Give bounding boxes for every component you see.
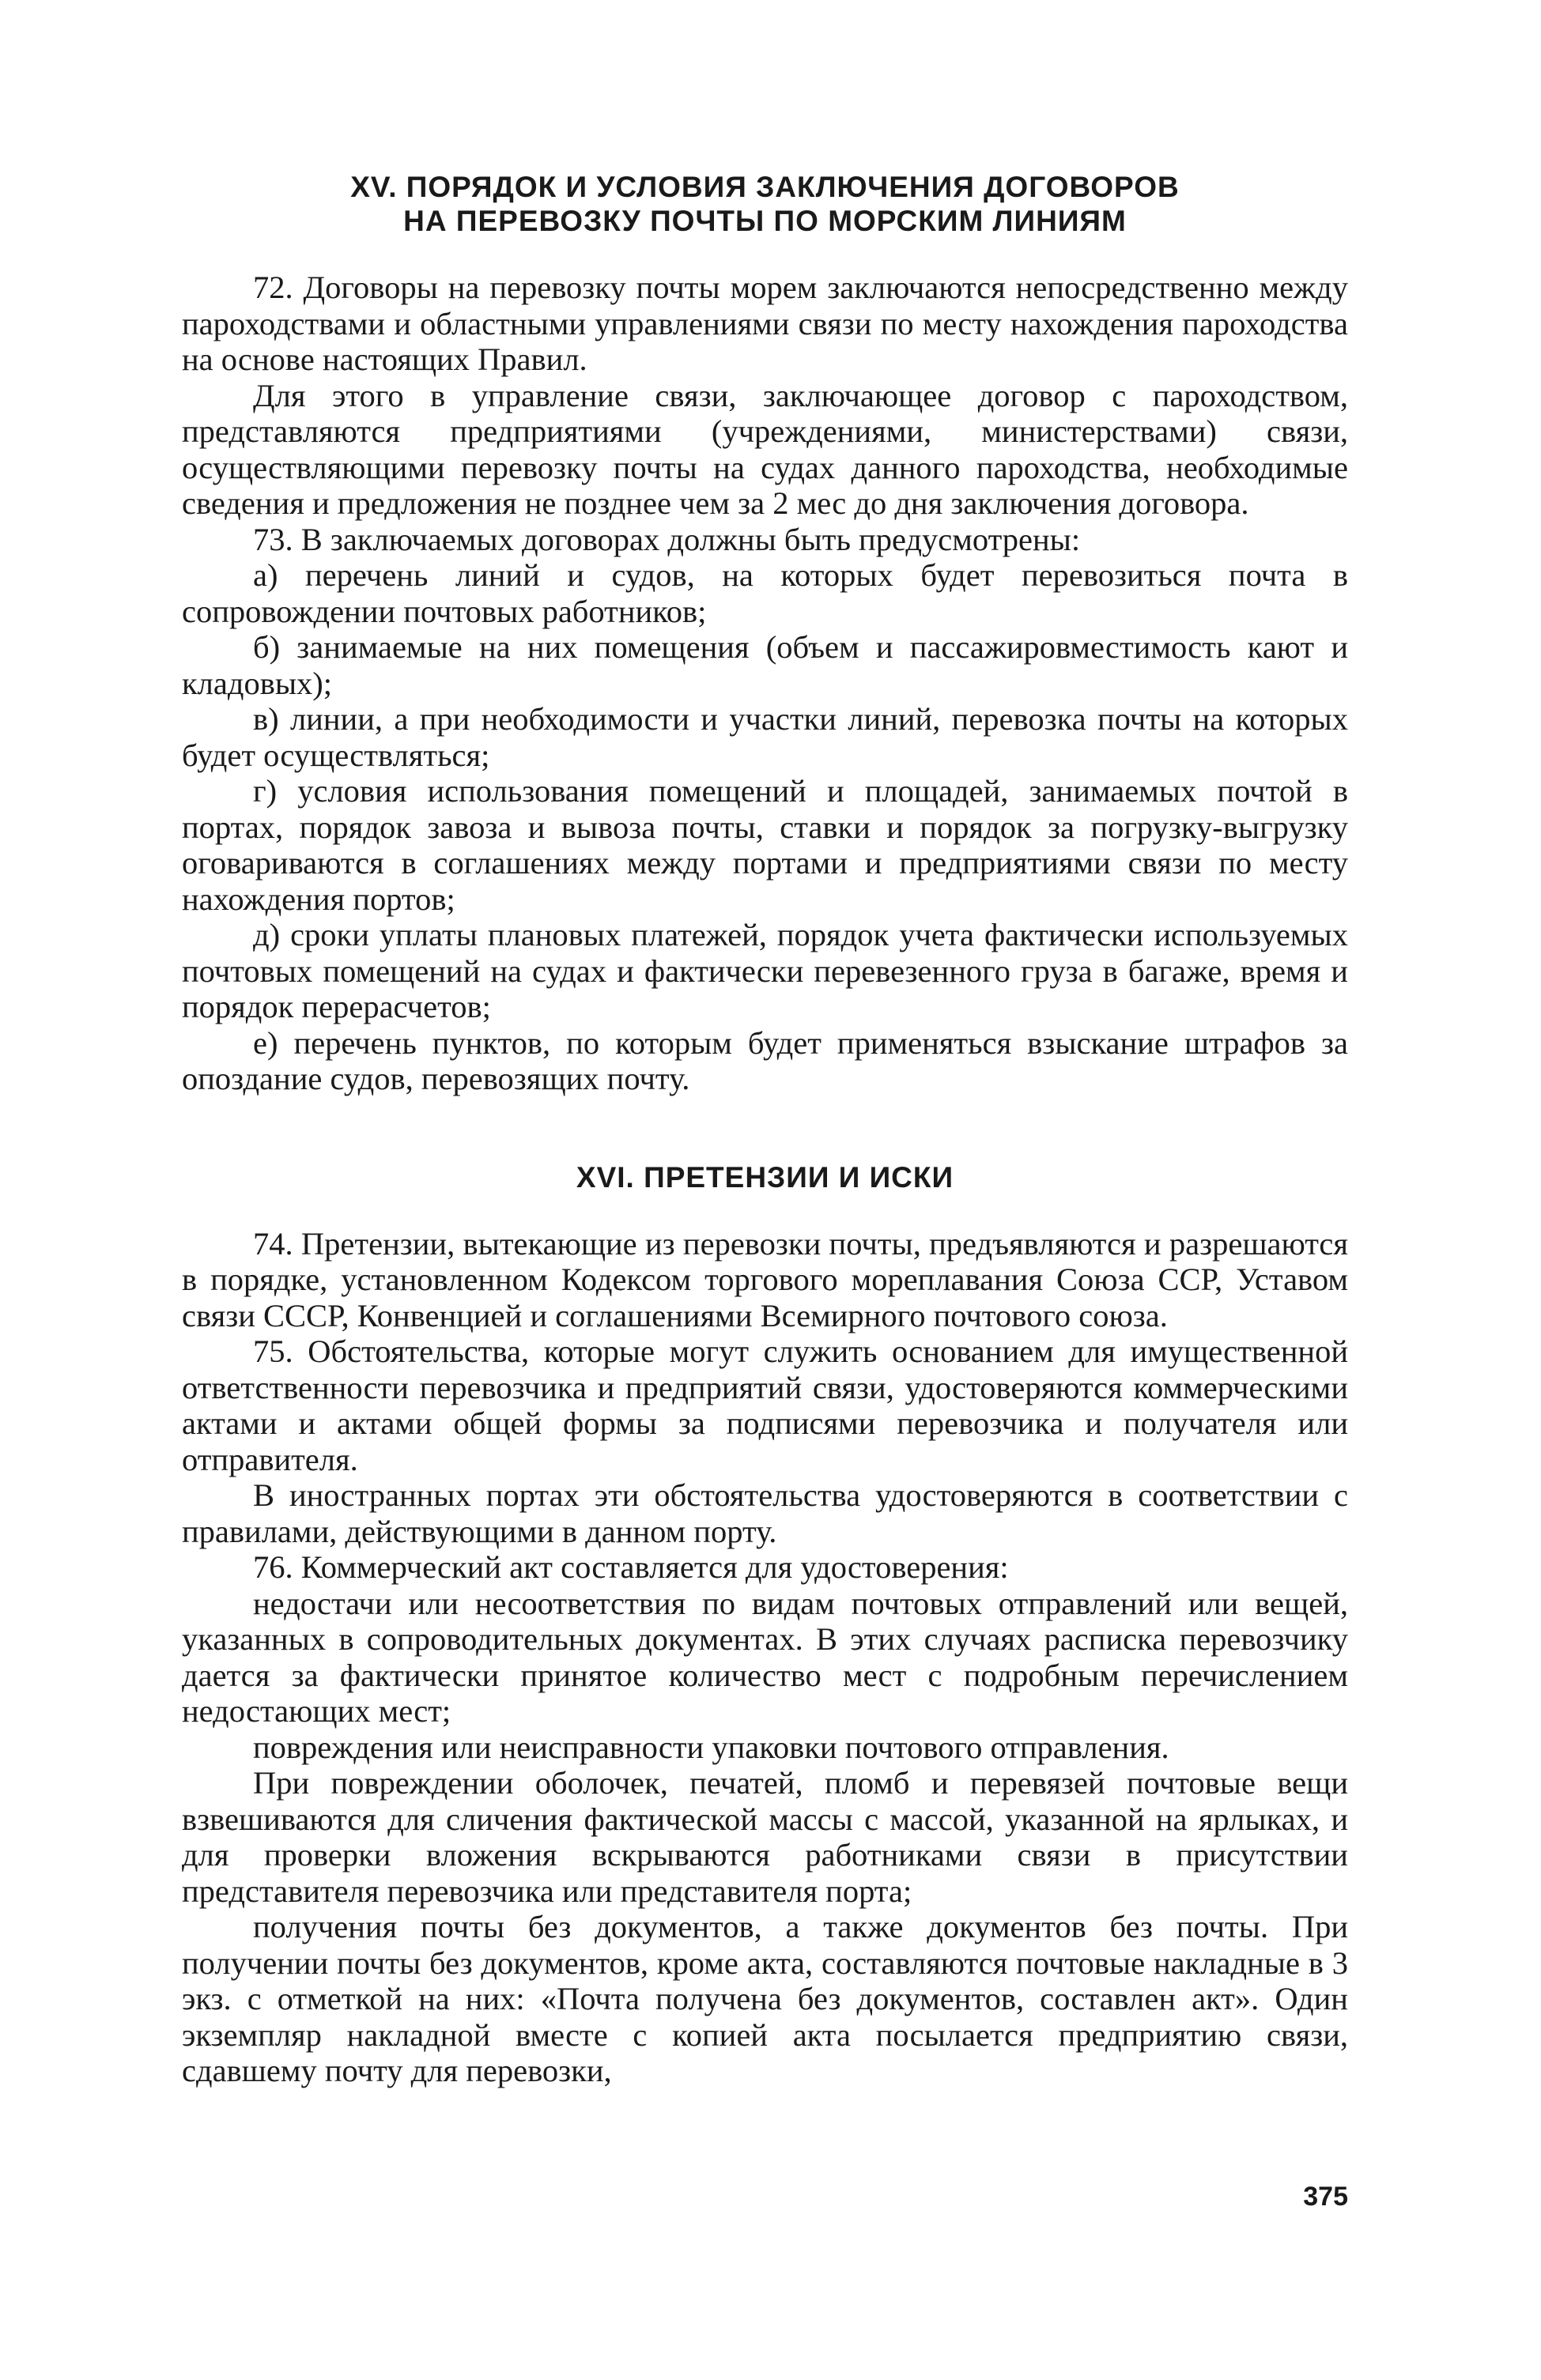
- paragraph-72-continued: Для этого в управление связи, заключающее договор с пароходством, представляются предприятиями (учреждениями, министерствами) связи, осуществляющими перевозку почты на судах данного пароходства, необходимые сведения и предложения не позднее чем за 2 мес до дня заключения договора.: [182, 377, 1348, 521]
- page-content: [182, 170, 1348, 2089]
- paragraph-76: 76. Коммерческий акт составляется для удостоверения:: [253, 1549, 1009, 1585]
- list-item-e: е) перечень пунктов, по которым будет применяться взыскание штрафов за опоздание судов, перевозящих почту.: [182, 1024, 1348, 1096]
- list-item-v: в) линии, а при необходимости и участки линий, перевозка почты на которых будет осуществляться;: [182, 701, 1348, 773]
- paragraph-76-shortage: недостачи или несоответствия по видам почтовых отправлений или вещей, указанных в сопроводительных документах. В этих случаях расписка перевозчику дается за фактически принятое количество мест с подробным перечислением недостающих мест;: [182, 1585, 1348, 1729]
- page-number: 375: [1303, 2182, 1348, 2212]
- section-xv-heading: [182, 170, 1348, 238]
- list-item-d: д) сроки уплаты плановых платежей, порядок учета фактически используемых почтовых помещений на судах и фактически перевезенного груза в багаже, время и порядок перерасчетов;: [182, 917, 1348, 1024]
- paragraph-74: 74. Претензии, вытекающие из перевозки почты, предъявляются и разрешаются в порядке, установленном Кодексом торгового мореплавания Союза ССР, Уставом связи СССР, Конвенцией и соглашениями Всемирного почтового союза.: [182, 1225, 1348, 1333]
- section-xvi-heading: [182, 1160, 1348, 1194]
- section-xvi-title: XVI. ПРЕТЕНЗИИ И ИСКИ: [576, 1160, 954, 1194]
- paragraph-76-no-documents: получения почты без документов, а также документов без почты. При получении почты без документов, кроме акта, составляются почтовые накладные в 3 экз. с отметкой на них: «Почта получена без документов, составлен акт». Один экземпляр накладной вместе с копией акта посылается предприятию связи, сдавшему почту для перевозки,: [182, 1909, 1348, 2088]
- list-item-a: а) перечень линий и судов, на которых будет перевозиться почта в сопровождении почтовых работников;: [182, 557, 1348, 629]
- paragraph-73: 73. В заключаемых договорах должны быть предусмотрены:: [253, 521, 1081, 557]
- paragraph-75: 75. Обстоятельства, которые могут служить основанием для имущественной ответственности перевозчика и предприятий связи, удостоверяются коммерческими актами и актами общей формы за подписями перевозчика и получателя или отправителя.: [182, 1333, 1348, 1477]
- paragraph-76-damage: повреждения или неисправности упаковки почтового отправления.: [253, 1729, 1169, 1765]
- paragraph-75-continued: В иностранных портах эти обстоятельства удостоверяются в соответствии с правилами, действующими в данном порту.: [182, 1477, 1348, 1549]
- section-xv-title-line-2: НА ПЕРЕВОЗКУ ПОЧТЫ ПО МОРСКИМ ЛИНИЯМ: [403, 205, 1127, 237]
- section-xv-title-line-1: XV. ПОРЯДОК И УСЛОВИЯ ЗАКЛЮЧЕНИЯ ДОГОВОРОВ: [350, 171, 1180, 203]
- list-item-b: б) занимаемые на них помещения (объем и пассажировместимость кают и кладовых);: [182, 629, 1348, 701]
- paragraph-76-damage-details: При повреждении оболочек, печатей, пломб и перевязей почтовые вещи взвешиваются для сличения фактической массы с массой, указанной на ярлыках, и для проверки вложения вскрываются работниками связи в присутствии представителя перевозчика или представителя порта;: [182, 1765, 1348, 1909]
- paragraph-72: 72. Договоры на перевозку почты морем заключаются непосредственно между пароходствами и областными управлениями связи по месту нахождения пароходства на основе настоящих Правил.: [182, 270, 1348, 377]
- list-item-g: г) условия использования помещений и площадей, занимаемых почтой в портах, порядок завоза и вывоза почты, ставки и порядок за погрузку-выгрузку оговариваются в соглашениях между портами и предприятиями связи по месту нахождения портов;: [182, 773, 1348, 917]
